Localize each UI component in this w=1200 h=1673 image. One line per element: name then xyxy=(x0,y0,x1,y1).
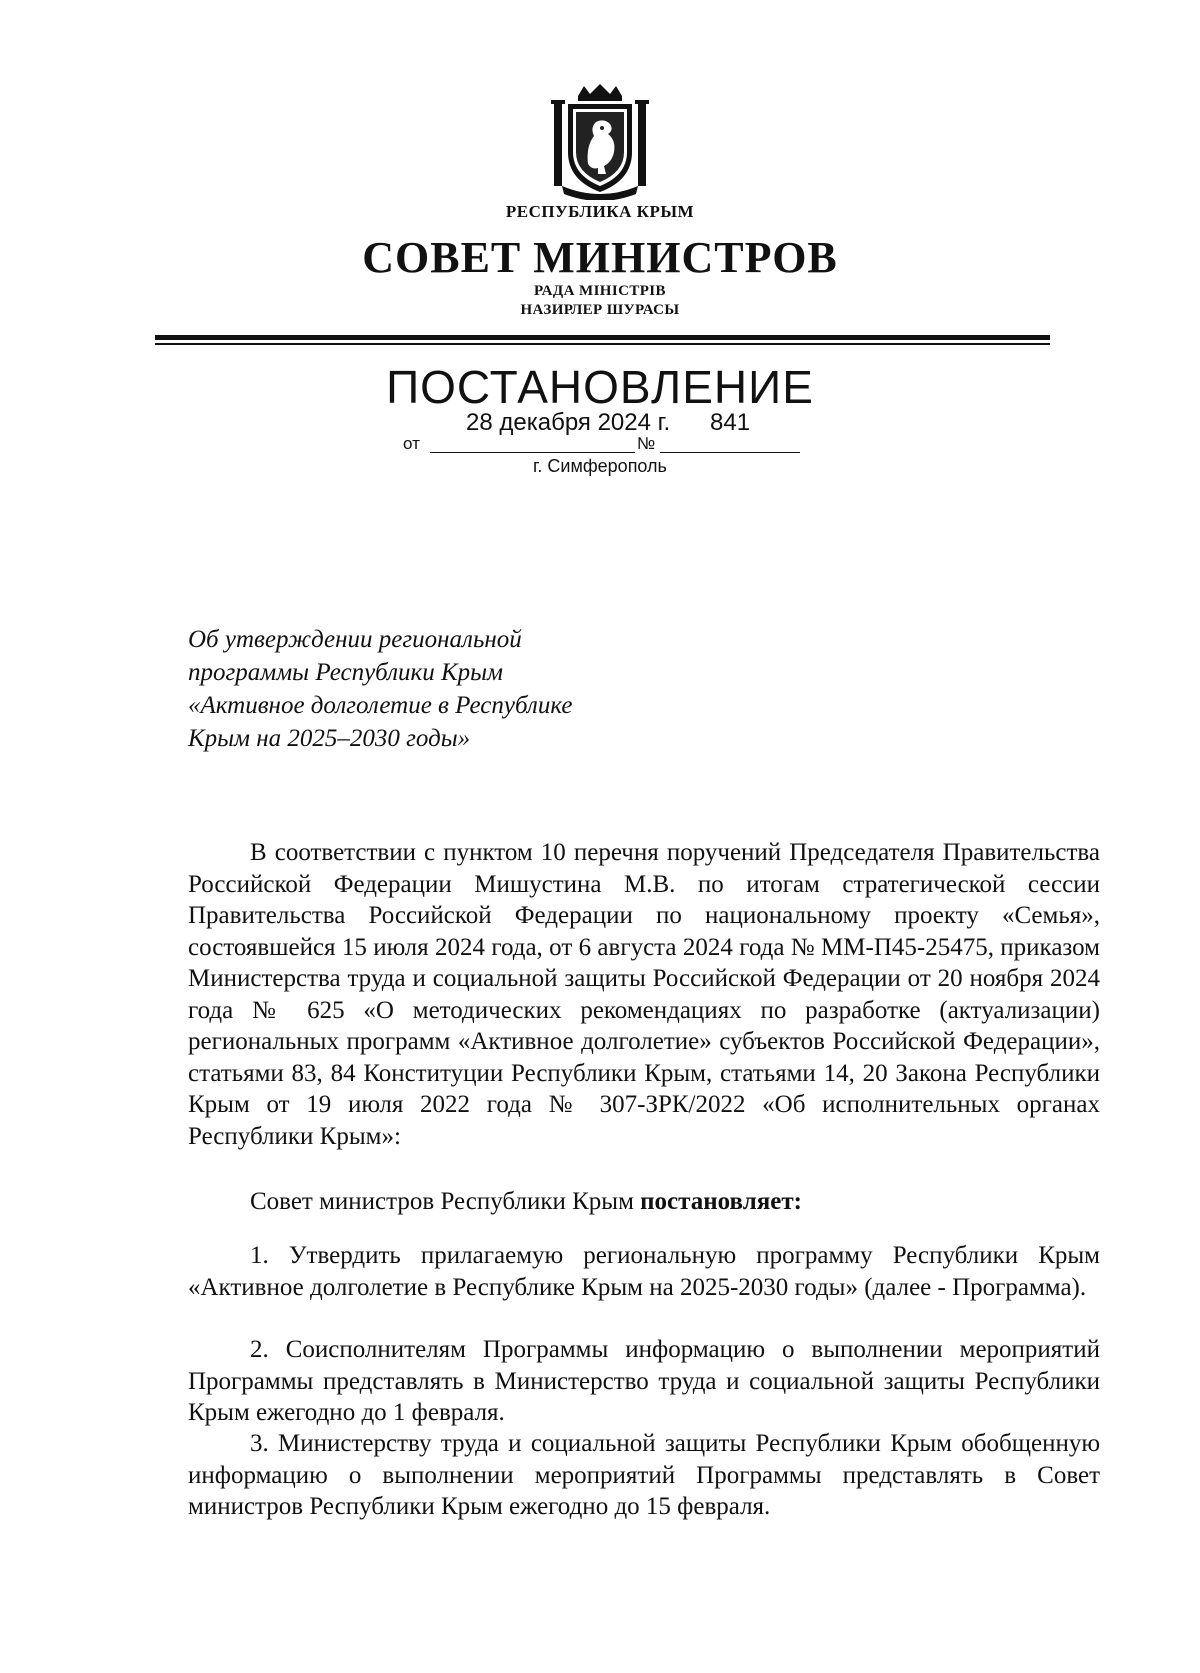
decree-subject xyxy=(188,623,648,755)
item-2-paragraph: 2. Соисполнителям Программы информацию о выполнении мероприятий Программы представлять в Министерство труда и социальной защиты Республики Крым ежегодно до 1 февраля. xyxy=(188,1336,1100,1426)
item-1-paragraph: 1. Утвердить прилагаемую региональную программу Республики Крым «Активное долголетие в Республике Крым на 2025-2030 годы» (далее - Программа). xyxy=(188,1242,1100,1301)
number-label: № xyxy=(637,434,656,453)
number-underline xyxy=(660,452,800,453)
date-underline xyxy=(430,452,635,453)
subject-line: «Активное долголетие в Республике xyxy=(188,692,573,719)
subject-line: Об утверждении региональной xyxy=(188,626,522,653)
decree-title: ПОСТАНОВЛЕНИЕ xyxy=(386,361,814,413)
decree-date: 28 декабря 2024 г. xyxy=(466,409,671,436)
republic-name: РЕСПУБЛИКА КРЫМ xyxy=(505,202,695,221)
date-label: от xyxy=(403,434,420,453)
header-divider-thin xyxy=(155,343,1050,345)
crimea-coat-of-arms-icon xyxy=(548,82,652,200)
council-name-crimean-tatar: НАЗИРЛЕР ШУРАСЫ xyxy=(520,302,680,318)
item-3-paragraph: 3. Министерству труда и социальной защиты Республики Крым обобщенную информацию о выполнении мероприятий Программы представлять в Совет министров Республики Крым ежегодно до 15 февраля. xyxy=(188,1430,1100,1520)
council-name-ukrainian: РАДА МІНІСТРІВ xyxy=(534,283,666,299)
header-divider-thick xyxy=(155,335,1050,340)
subject-line: Крым на 2025–2030 годы» xyxy=(188,725,471,752)
resolves-text: Совет министров Республики Крым xyxy=(250,1188,641,1215)
preamble-paragraph: В соответствии с пунктом 10 перечня поручений Председателя Правительства Российской Федерации Мишустина М.В. по итогам стратегической сессии Правительства Российской Федерации по национальному проекту «Семья», состоявшейся 15 июля 2024 года, от 6 августа 2024 года № ММ-П45-25475, приказом Министерства труда и социальной защиты Российской Федерации от 20 ноября 2024 года № 625 «О методических рекомендациях по разработке (актуализации) региональных программ «Активное долголетие» субъектов Российской Федерации», статьями 83, 84 Конституции Республики Крым, статьями 14, 20 Закона Республики Крым от 19 июля 2022 года № 307-ЗРК/2022 «Об исполнительных органах Республики Крым»: xyxy=(188,839,1100,1150)
city: г. Симферополь xyxy=(533,456,667,476)
council-name: СОВЕТ МИНИСТРОВ xyxy=(362,233,838,282)
resolves-paragraph xyxy=(188,1186,1100,1218)
decree-number: 841 xyxy=(710,409,751,436)
subject-line: программы Республики Крым xyxy=(188,659,503,686)
resolves-keyword: постановляет: xyxy=(640,1188,802,1215)
